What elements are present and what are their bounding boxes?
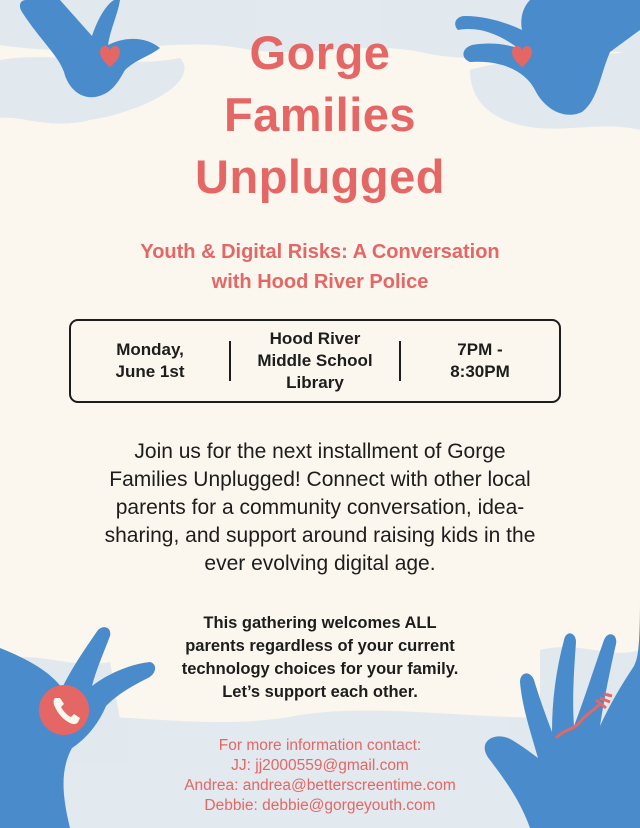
welcome-line: technology choices for your family. [181, 660, 459, 678]
event-date [71, 339, 229, 383]
intro-line: Families Unplugged! Connect with other local [109, 468, 531, 491]
intro-paragraph [50, 438, 590, 578]
contact-line-jj: JJ: jj2000559@gmail.com [231, 757, 409, 774]
contact-heading: For more information contact: [218, 737, 422, 754]
title-line: Families [223, 88, 417, 141]
date-line: June 1st [115, 362, 185, 381]
event-location [231, 328, 399, 394]
subtitle-line: Youth & Digital Risks: A Conversation [140, 241, 500, 263]
time-line: 7PM - [457, 340, 503, 359]
location-line: Hood River [269, 329, 361, 348]
event-subtitle [80, 237, 560, 297]
location-line: Middle School [257, 351, 373, 370]
intro-line: ever evolving digital age. [204, 552, 436, 575]
welcome-paragraph [120, 612, 520, 704]
title-line: Gorge [249, 26, 391, 79]
welcome-line: This gathering welcomes ALL [203, 614, 437, 632]
event-time [401, 339, 559, 383]
contact-line-andrea: Andrea: andrea@betterscreentime.com [184, 777, 456, 794]
event-title [0, 22, 640, 208]
contact-line-debbie: Debbie: debbie@gorgeyouth.com [204, 797, 436, 814]
subtitle-line: with Hood River Police [211, 271, 429, 293]
welcome-line: parents regardless of your current [185, 637, 455, 655]
title-line: Unplugged [195, 150, 445, 203]
time-line: 8:30PM [450, 362, 510, 381]
intro-line: Join us for the next installment of Gorge [134, 440, 506, 463]
location-line: Library [286, 373, 344, 392]
contact-info [100, 736, 540, 816]
date-line: Monday, [116, 340, 184, 359]
event-details-box [69, 319, 561, 403]
intro-line: parents for a community conversation, idea- [115, 496, 525, 519]
intro-line: sharing, and support around raising kids in the [104, 524, 536, 547]
welcome-line: Let’s support each other. [222, 683, 418, 701]
